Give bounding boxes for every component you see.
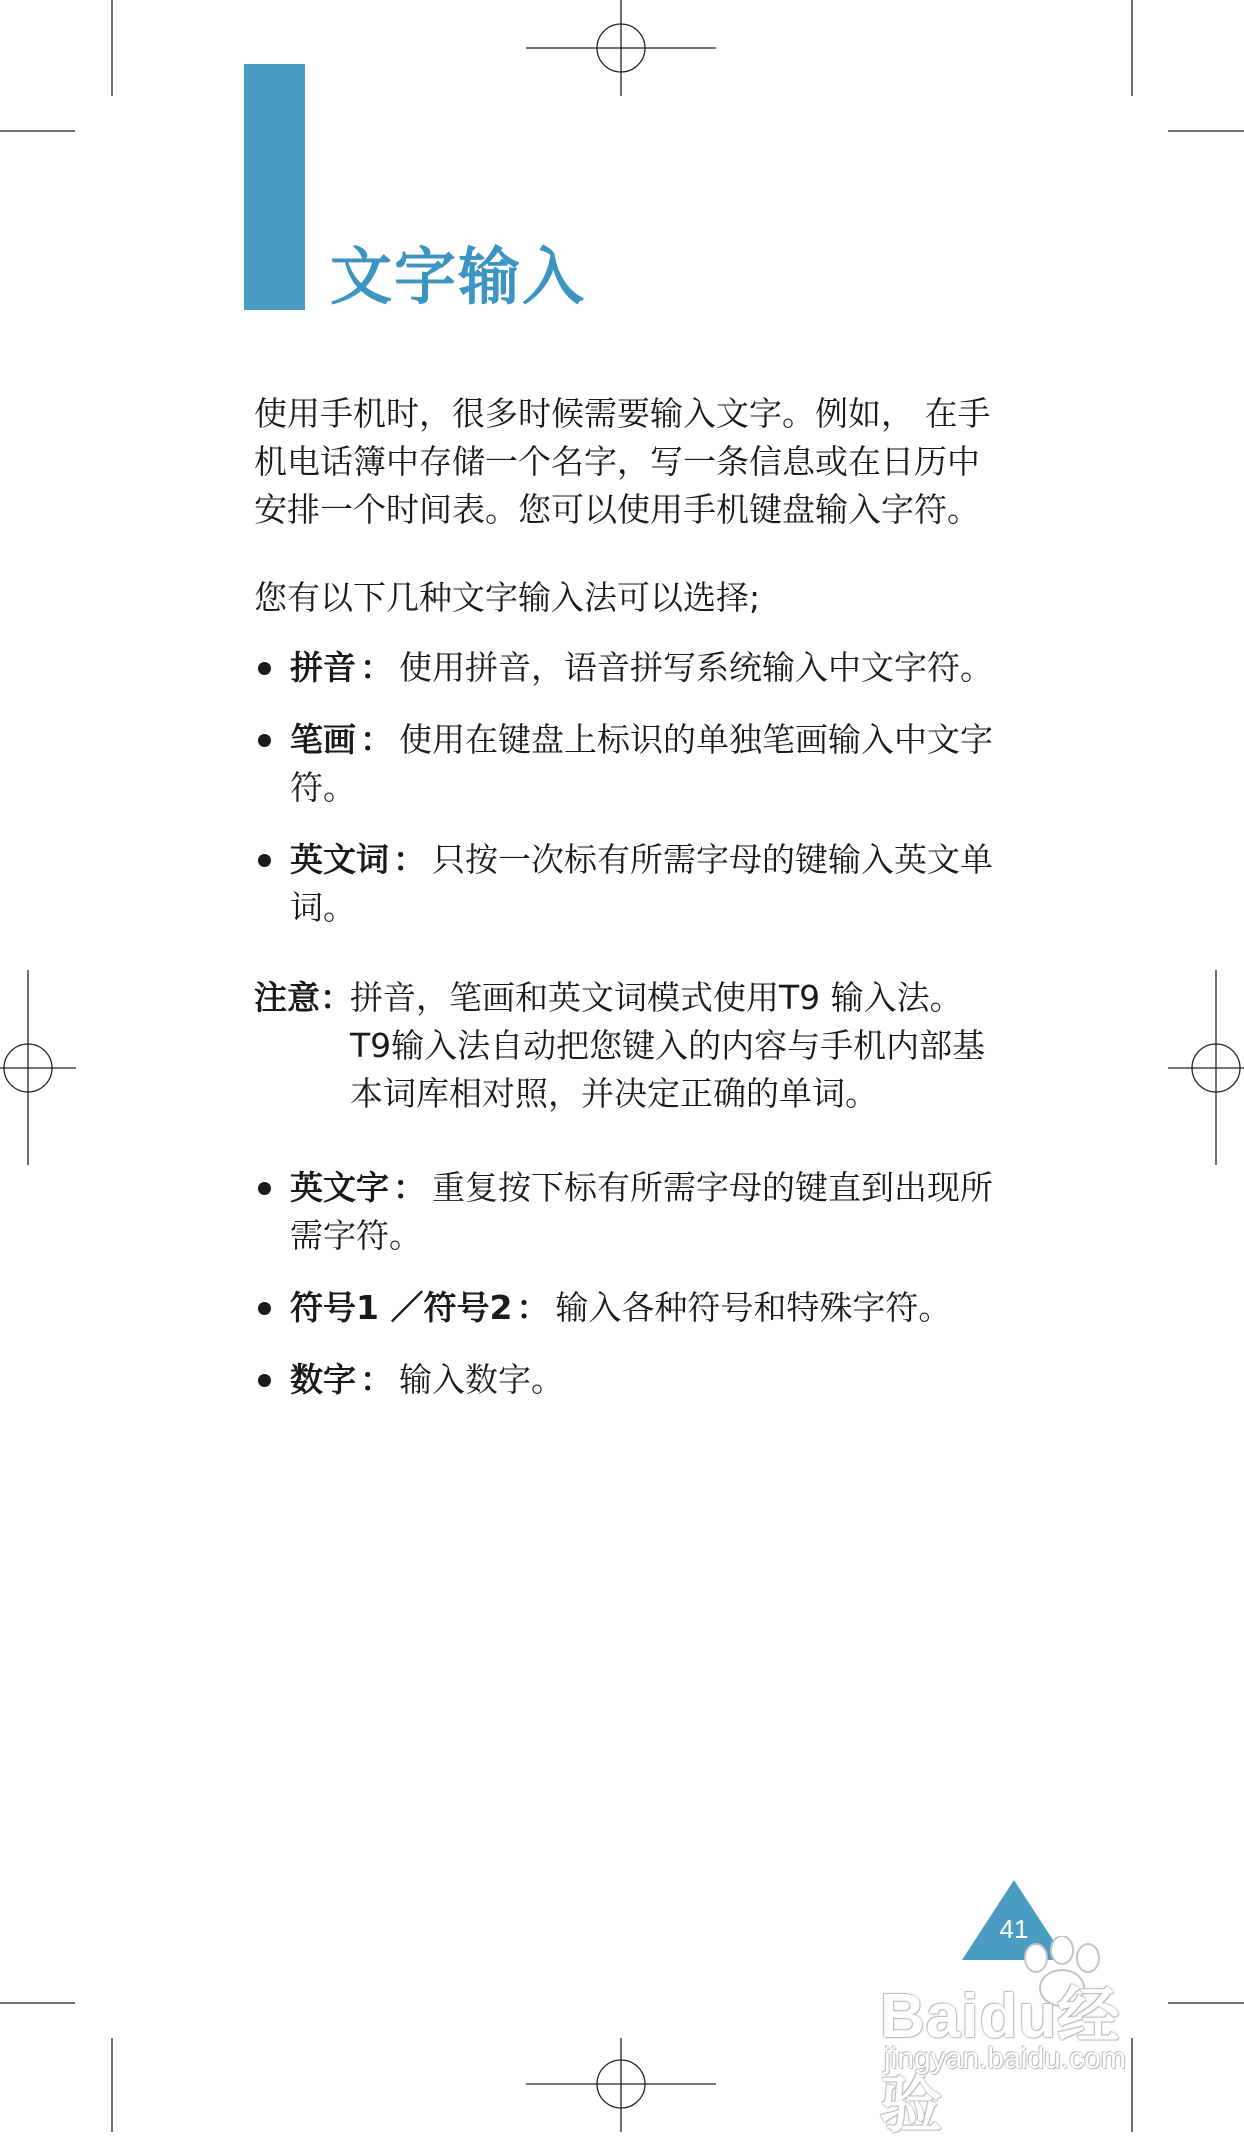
method-item-english-word: [254, 836, 1014, 932]
method-item-numbers: [254, 1356, 1014, 1404]
intro-line: 安排一个时间表。您可以使用手机键盘输入字符。: [254, 490, 980, 529]
term-separator: ：: [360, 720, 393, 759]
bullet-dot: [258, 662, 271, 675]
title-accent-bar: [244, 64, 305, 310]
note-body: [254, 974, 1014, 1118]
method-description: 使用拼音，语音拼写系统输入中文字符。: [399, 648, 993, 687]
term-separator: ：: [360, 648, 393, 687]
methods-intro: 您有以下几种文字输入法可以选择;: [254, 578, 761, 617]
note-line: 拼音，笔画和英文词模式使用T9 输入法。: [350, 978, 963, 1017]
note-label: 注意：: [254, 978, 353, 1017]
note-block: [254, 974, 1014, 1118]
method-term: 笔画: [290, 720, 356, 759]
term-separator: ：: [516, 1288, 550, 1327]
intro-line: 机电话簿中存储一个名字，写一条信息或在日历中: [254, 442, 980, 481]
page-title: 文字输入: [330, 240, 587, 313]
bullet-dot: [258, 1182, 271, 1195]
bullet-dot: [258, 1302, 271, 1315]
method-term: 英文词: [290, 840, 389, 879]
term-separator: ：: [393, 840, 426, 879]
method-description: 输入数字。: [399, 1360, 564, 1399]
main-content: [254, 390, 1014, 1428]
method-description: 只按一次标有所需字母的键输入英文单词。: [290, 840, 993, 927]
input-methods-list: [254, 644, 1014, 932]
term-separator: ：: [360, 1360, 393, 1399]
page-number: 41: [999, 1914, 1029, 1944]
method-description: 重复按下标有所需字母的键直到出现所需字符。: [290, 1168, 993, 1255]
note-line: T9输入法自动把您键入的内容与手机内部基: [350, 1026, 986, 1065]
bullet-dot: [258, 854, 271, 867]
watermark-brand: Baidu经验: [880, 1982, 1121, 2140]
method-item-symbols: [254, 1284, 1014, 1332]
method-description: 输入各种符号和特殊字符。: [555, 1288, 952, 1327]
intro-paragraph: [254, 390, 1014, 534]
method-item-english-letter: [254, 1164, 1014, 1260]
bullet-dot: [258, 734, 271, 747]
method-term: 数字: [290, 1360, 356, 1399]
method-description: 使用在键盘上标识的单独笔画输入中文字符。: [290, 720, 993, 807]
baidu-watermark: [880, 1966, 1180, 2140]
input-methods-list-continued: [254, 1164, 1014, 1404]
method-term: 符号1 ／符号2: [290, 1288, 513, 1327]
note-line: 本词库相对照，并决定正确的单词。: [350, 1074, 878, 1113]
method-term: 英文字: [290, 1168, 389, 1207]
bullet-dot: [258, 1374, 271, 1387]
watermark-url: jingyan.baidu.com: [884, 2042, 1126, 2075]
method-item-pinyin: [254, 644, 1014, 692]
method-item-stroke: [254, 716, 1014, 812]
method-term: 拼音: [290, 648, 356, 687]
term-separator: ：: [393, 1168, 426, 1207]
intro-line: 使用手机时，很多时候需要输入文字。例如， 在手: [254, 394, 991, 433]
